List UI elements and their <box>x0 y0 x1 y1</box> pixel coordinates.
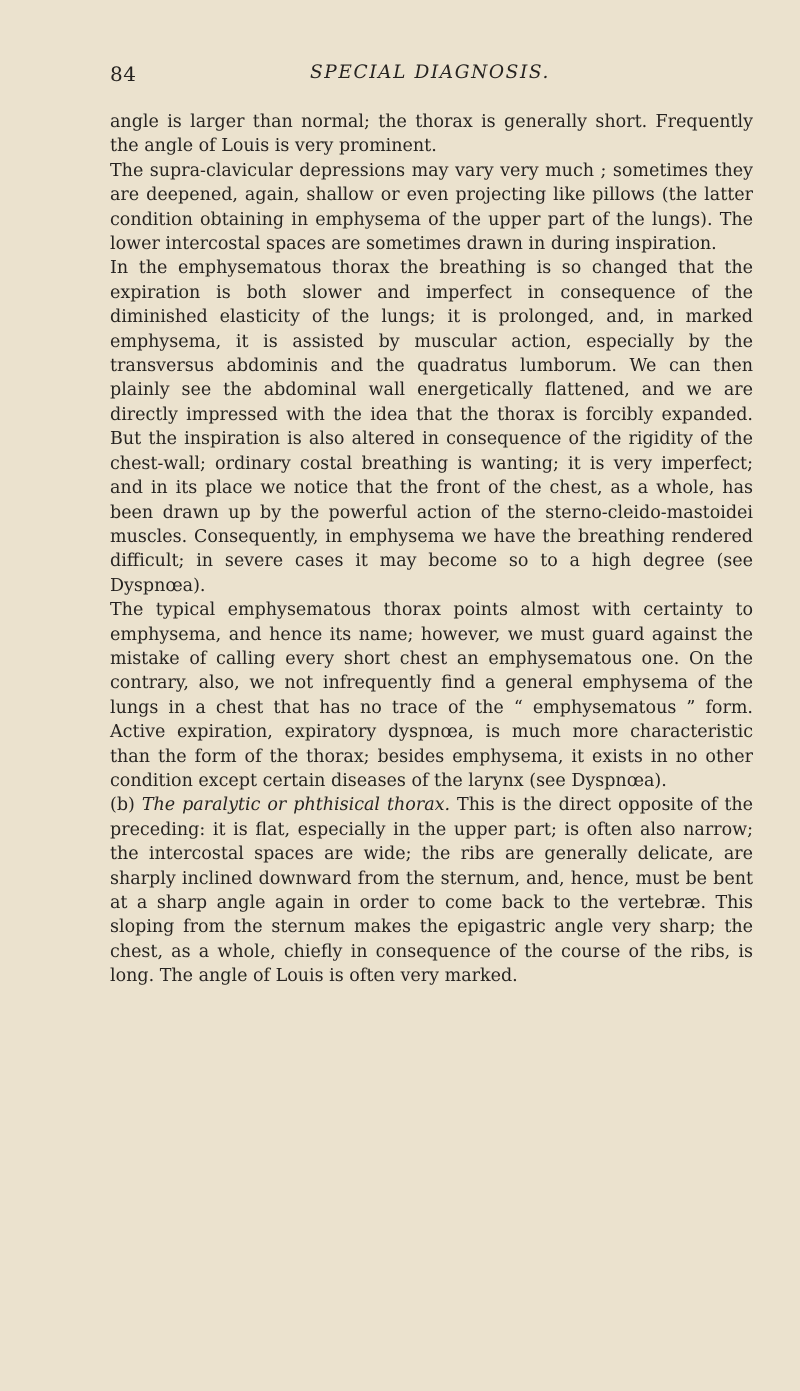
paragraph: The typical emphysematous thorax points almost with certainty to emphysema, and hence its name; however, we must guard against the mistake of calling every short chest an emphysematous one. On the contrary, also, we not infrequently find a general emphysema of the lungs in a chest that has no trace of the “ emphysematous ” form. Active expiration, expiratory dyspnœa, is much more characteristic than the form of the thorax; besides emphysema, it exists in no other condition except certain diseases of the larynx (see Dyspnœa). <box>110 600 753 791</box>
body-text <box>110 110 753 989</box>
section-label: (b) <box>110 795 135 816</box>
paragraph: The supra-clavicular depressions may vary very much ; sometimes they are deepened, again, shallow or even projecting like pillows (the latter condition obtaining in emphysema of the upper part of the lungs). The lower intercostal spaces are sometimes drawn in during inspiration. <box>110 160 753 255</box>
paragraph: In the emphysematous thorax the breathing is so changed that the expiration is both slower and imperfect in consequence of the diminished elasticity of the lungs; it is prolonged, and, in marked emphysema, it is assisted by muscular action, especially by the transversus abdominis and the quadratus lumborum. We can then plainly see the abdominal wall energetically flattened, and we are directly impressed with the idea that the thorax is forcibly expanded. But the inspiration is also altered in consequence of the rigidity of the chest-wall; ordinary costal breathing is wanting; it is very imperfect; and in its place we notice that the front of the chest, as a whole, has been drawn up by the powerful action of the sterno-cleido-mastoidei muscles. Consequently, in emphysema we have the breathing rendered difficult; in severe cases it may become so to a high degree (see Dyspnœa). <box>110 258 753 596</box>
paragraph-phthisical-thorax <box>110 793 753 988</box>
paragraph: angle is larger than normal; the thorax is generally short. Frequently the angle of Louis is very prominent. <box>110 112 753 157</box>
running-head: SPECIAL DIAGNOSIS. <box>310 62 550 83</box>
section-heading: The paralytic or phthisical thorax. <box>141 795 451 816</box>
page-header <box>110 62 750 92</box>
page-number: 84 <box>110 62 137 86</box>
section-text: This is the direct opposite of the preceding: it is flat, especially in the upper part; is often also narrow; the intercostal spaces are wide; the ribs are generally delicate, are sharply inclined downward from the sternum, and, hence, must be bent at a sharp angle again in order to come back to the vertebræ. This sloping from the sternum makes the epigastric angle very sharp; the chest, as a whole, chiefly in consequence of the course of the ribs, is long. The angle of Louis is often very marked. <box>110 795 753 987</box>
